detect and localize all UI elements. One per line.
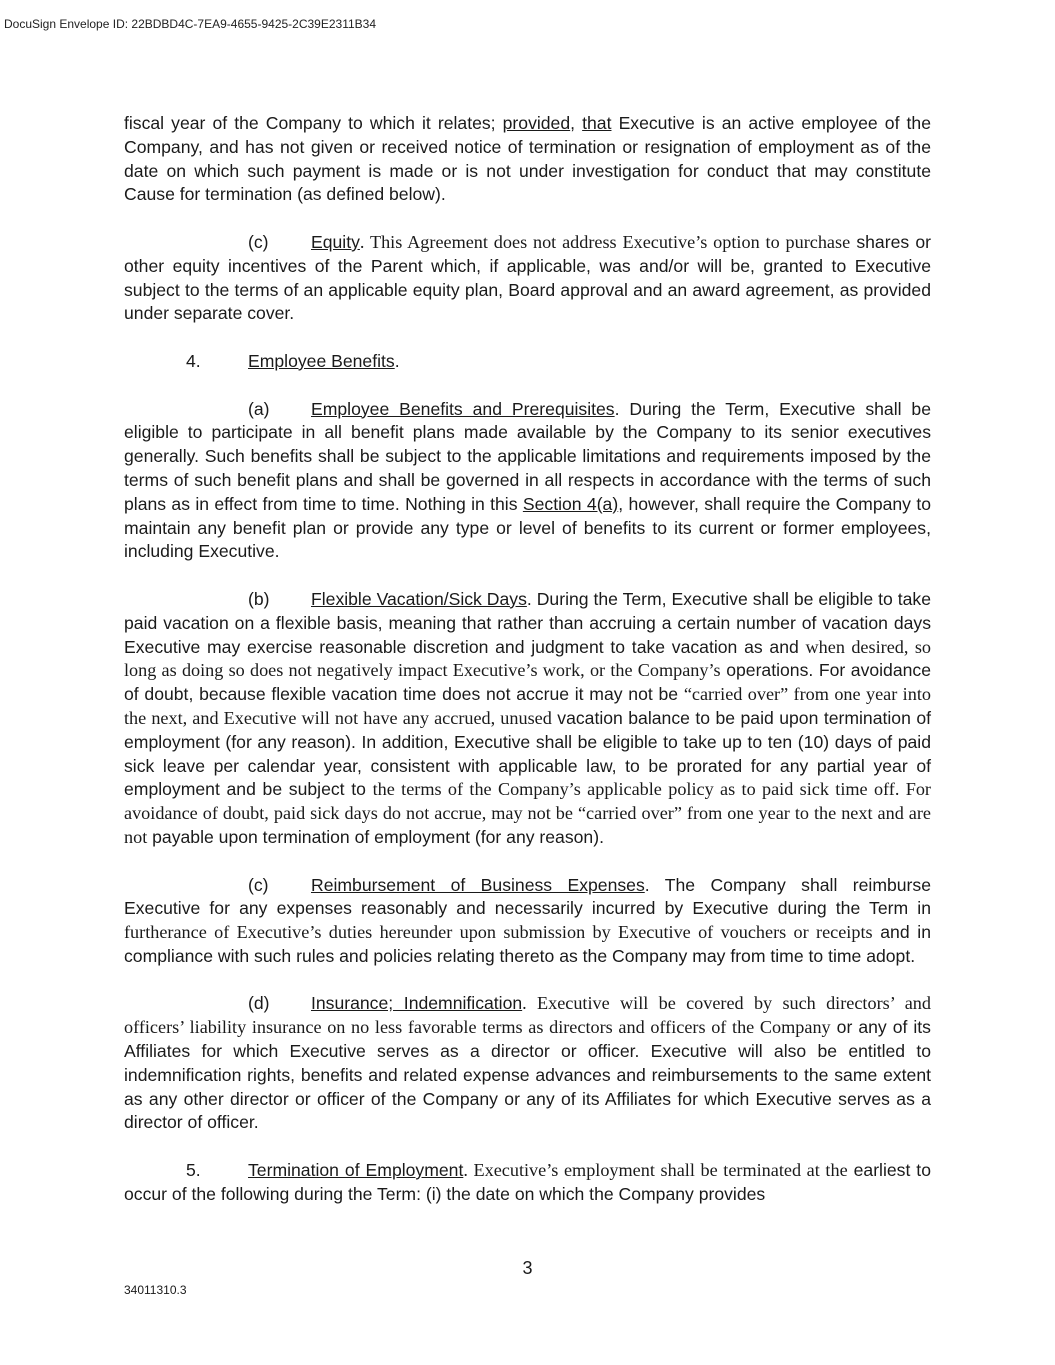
reimbursement-heading: Reimbursement of Business Expenses (311, 874, 645, 895)
benefits-heading: Employee Benefits and Prerequisites (311, 398, 615, 419)
paragraph-vacation (124, 588, 931, 850)
vacation-text-c: vacation balance to be paid upon termination of employment (for any reason). In addition, Executive shall be eligible to take up to ten (10) days of paid sick leave per calendar year, consistent with applicable law, to be prorated for any partial year of employment and be subject to (124, 707, 931, 800)
benefits-number: (a) (248, 398, 270, 419)
p1-text-a: fiscal year of the Company to which it relates; (124, 113, 503, 133)
envelope-id: DocuSign Envelope ID: 22BDBD4C-7EA9-4655-9425-2C39E2311B34 (4, 17, 377, 31)
termination-number: 5. (186, 1160, 201, 1181)
section-4-title: Employee Benefits (248, 350, 395, 371)
insurance-serif-1: . Executive will be covered by such directors’ and officers’ liability insurance on no less favorable terms as directors and officers of the Company (124, 993, 931, 1038)
benefits-text-a: . During the Term, Executive shall be eligible to participate in all benefit plans made available by the Company to its senior executives generally. Such benefits shall be subject to the applicable limitations and requirements imposed by the terms of such benefit plans and shall be governed in all respects in accordance with the terms of such plans as in effect from time to time. Nothing in this (124, 398, 931, 514)
paragraph-reimbursement (124, 874, 931, 969)
equity-number: (c) (248, 231, 269, 252)
benefits-text-b: , however, shall require the Company to maintain any benefit plan or provide any type or level of benefits to its current or former employees, including Executive. (124, 493, 932, 562)
section-4a-reference: Section 4(a) (522, 493, 619, 514)
paragraph-equity (124, 231, 931, 326)
vacation-text-d: payable upon termination of employment (for any reason). (147, 826, 604, 847)
reimbursement-text-b: and in compliance with such rules and policies relating thereto as the Company may from time to time adopt. (124, 922, 931, 966)
p1-text-c: Executive is an active employee of the Company, and has not given or received notice of termination or resignation of employment as of the date on which such payment is made or is not under investigation for conduct that may constitute Cause for termination (as defined below). (124, 113, 931, 205)
vacation-serif-2: “carried over” from one year into the next, and Executive will not have any accrued, unused (124, 684, 931, 728)
reimbursement-number: (c) (248, 874, 269, 895)
page-number: 3 (522, 1258, 533, 1278)
document-body (124, 112, 931, 1230)
section-4-period: . (394, 350, 400, 371)
equity-serif-text: . This Agreement does not address Executive’s option to purchase (359, 231, 851, 252)
document-id: 34011310.3 (124, 1283, 187, 1297)
vacation-heading: Flexible Vacation/Sick Days (311, 588, 527, 609)
vacation-text-b: operations. For avoidance of doubt, because flexible vacation time does not accrue it may not be (124, 660, 931, 705)
equity-heading: Equity (311, 231, 360, 252)
paragraph-termination (124, 1159, 931, 1207)
equity-text: shares or other equity incentives of the Parent which, if applicable, was and/or will be, granted to Executive subject to the terms of an applicable equity plan, Board approval and an award agreement, as provided under separate cover. (124, 231, 931, 324)
section-4-number: 4. (186, 350, 201, 371)
vacation-serif-3: the terms of the Company’s applicable policy as to paid sick time off. For avoidance of doubt, paid sick days do not accrue, may not be “carried over” from one year to the next and are not (124, 779, 931, 847)
termination-serif-1: . Executive’s employment shall be terminated at the (463, 1160, 848, 1181)
reimbursement-serif-1: furtherance of Executive’s duties hereunder upon submission by Executive of vouchers or receipts (124, 922, 873, 943)
insurance-text-a: or any of its Affiliates for which Executive serves as a director or officer. Executive will also be entitled to indemnification rights, benefits and related expense advances and reimbursements to the same extent as any other director or officer of the Company or any of its Affiliates for which Executive serves as a director of officer. (124, 1017, 931, 1133)
insurance-number: (d) (248, 993, 270, 1014)
termination-heading: Termination of Employment (248, 1160, 464, 1181)
termination-text-a: earliest to occur of the following during the Term: (i) the date on which the Company provides (124, 1160, 931, 1204)
insurance-heading: Insurance; Indemnification (311, 993, 523, 1014)
vacation-number: (b) (248, 588, 270, 609)
that-term: that (582, 113, 612, 133)
section-4-heading (124, 350, 931, 374)
paragraph-fiscal-year (124, 112, 931, 207)
vacation-serif-1: when desired, so long as doing so does not negatively impact Executive’s work, or the Company’s (124, 636, 931, 681)
paragraph-benefits (124, 398, 931, 565)
reimbursement-text-a: . The Company shall reimburse Executive for any expenses reasonably and necessarily incurred by Executive during the Term in (124, 874, 931, 919)
vacation-text-a: . During the Term, Executive shall be eligible to take paid vacation on a flexible basis, meaning that rather than accruing a certain number of vacation days Executive may exercise reasonable discretion and judgment to take vacation as and (124, 588, 931, 657)
provided-term: provided (502, 113, 571, 133)
paragraph-insurance (124, 992, 931, 1135)
p1-text-b: , (570, 113, 583, 133)
